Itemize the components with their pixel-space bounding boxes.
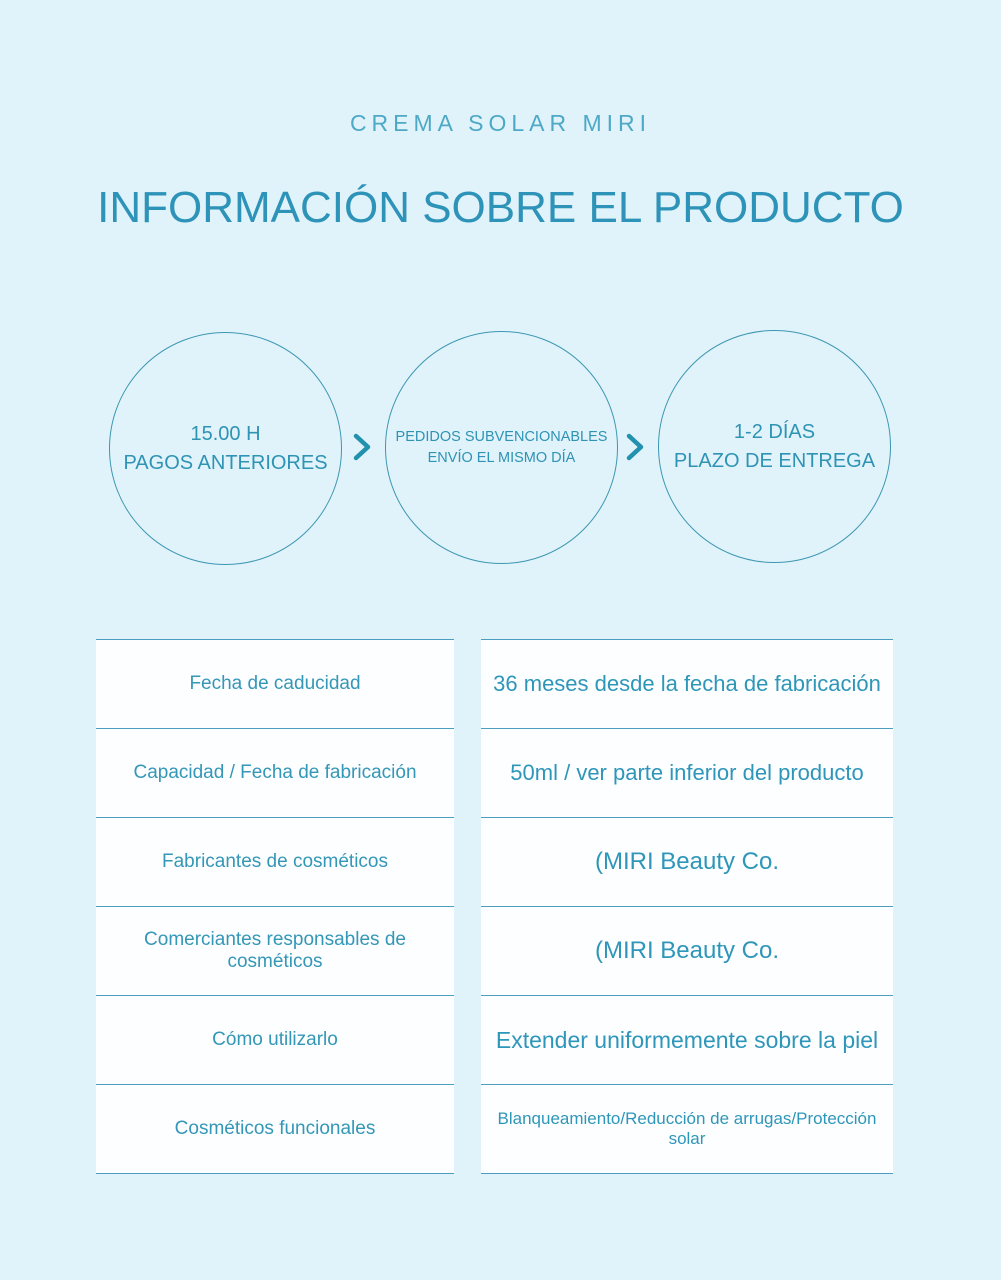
step-circle-payment xyxy=(109,332,342,565)
step-line1: PEDIDOS SUBVENCIONABLES xyxy=(395,428,608,445)
step-circle-delivery xyxy=(658,330,891,563)
table-value: 36 meses desde la fecha de fabricación xyxy=(481,639,893,728)
table-value: (MIRI Beauty Co. xyxy=(481,906,893,995)
page-title: INFORMACIÓN SOBRE EL PRODUCTO xyxy=(97,183,904,232)
step-line2: PLAZO DE ENTREGA xyxy=(673,449,876,472)
step-line1: 1-2 DÍAS xyxy=(733,420,816,443)
table-label: Cómo utilizarlo xyxy=(96,995,454,1084)
table-label: Comerciantes responsables de cosméticos xyxy=(96,906,454,995)
table-value: Blanqueamiento/Reducción de arrugas/Protección solar xyxy=(481,1084,893,1173)
chevron-right-icon xyxy=(625,431,647,463)
table-label: Cosméticos funcionales xyxy=(96,1084,454,1173)
table-value: 50ml / ver parte inferior del producto xyxy=(481,728,893,817)
brand-name: CREMA SOLAR MIRI xyxy=(349,110,652,136)
step-line2: PAGOS ANTERIORES xyxy=(123,451,328,474)
step-line2: ENVÍO EL MISMO DÍA xyxy=(427,449,576,466)
step-circle-shipping xyxy=(385,331,618,564)
table-label: Fabricantes de cosméticos xyxy=(96,817,454,906)
info-table-values xyxy=(481,639,893,1174)
table-value: (MIRI Beauty Co. xyxy=(481,817,893,906)
step-line1: 15.00 H xyxy=(190,422,261,445)
table-label: Capacidad / Fecha de fabricación xyxy=(96,728,454,817)
chevron-right-icon xyxy=(352,431,374,463)
info-table-labels xyxy=(96,639,454,1174)
table-value: Extender uniformemente sobre la piel xyxy=(481,995,893,1084)
table-label: Fecha de caducidad xyxy=(96,639,454,728)
